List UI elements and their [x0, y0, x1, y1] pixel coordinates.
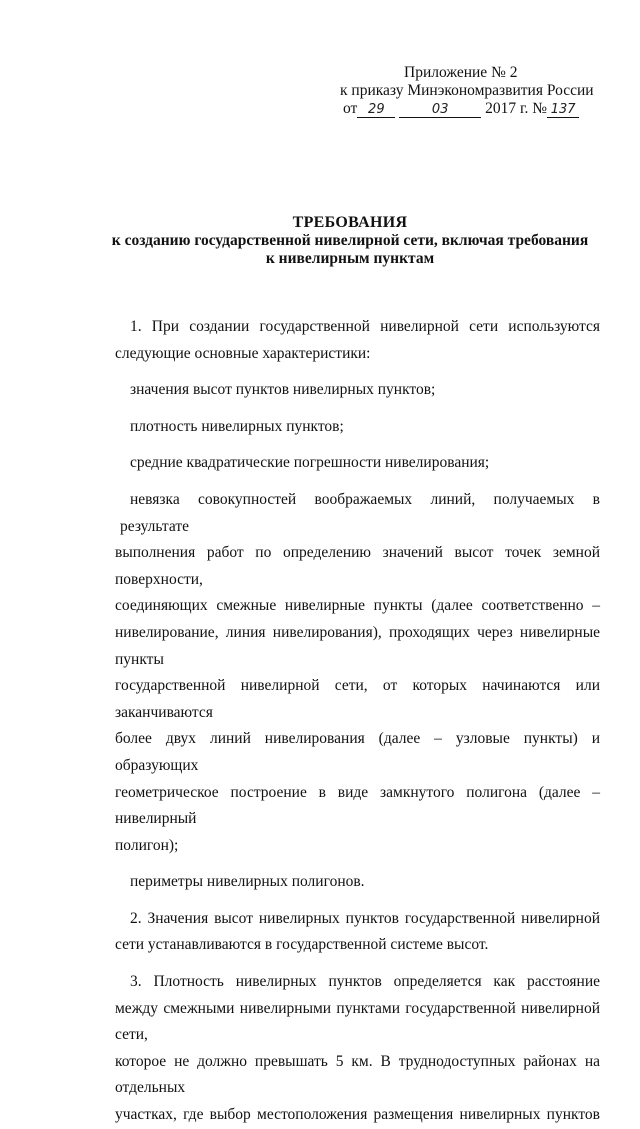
text-line: периметры нивелирных полигонов. — [130, 873, 365, 891]
text-line: которое не должно превышать 5 км. В труднодоступных районах на отдельных — [115, 1052, 600, 1097]
text-line: 1. При создании государственной нивелирной сети используются — [130, 318, 600, 335]
text-line: геометрическое построение в виде замкнутого полигона (далее – нивелирный — [115, 783, 600, 828]
day-field — [357, 101, 395, 118]
text-line: следующие основные характеристики: — [115, 344, 371, 362]
appendix-header — [340, 64, 600, 118]
text-line: невязка совокупностей воображаемых линий, получаемых в результате — [120, 490, 600, 535]
appendix-number: Приложение № 2 — [404, 64, 518, 81]
text-line: более двух линий нивелирования (далее – узловые пункты) и образующих — [115, 730, 600, 774]
title-subheading-2: к нивелирным пунктам — [265, 250, 435, 267]
text-line: участках, где выбор местоположения размещения нивелирных пунктов — [115, 1106, 600, 1124]
month-field — [399, 101, 481, 118]
document-title — [100, 214, 600, 268]
text-line: между смежными нивелирными пунктами государственной нивелирной сети, — [115, 999, 600, 1044]
day-handwritten: 29 — [368, 102, 385, 117]
order-number-field — [547, 101, 579, 118]
order-reference: к приказу Минэкономразвития России — [340, 82, 594, 99]
title-subheading-1: к созданию государственной нивелирной сети, включая требования — [111, 232, 589, 249]
text-line: нивелирование, линия нивелирования), проходящих через нивелирные пункты — [115, 623, 600, 668]
text-line: 3. Плотность нивелирных пунктов определяется как расстояние — [130, 973, 600, 991]
text-line: 2. Значения высот нивелирных пунктов государственной нивелирной — [130, 909, 600, 927]
text-line: полигон); — [115, 836, 179, 854]
text-line: государственной нивелирной сети, от которых начинаются или заканчиваются — [115, 677, 600, 721]
text-line: сети устанавливаются в государственной системе высот. — [115, 936, 489, 954]
order-date-line — [340, 100, 600, 118]
title-heading: ТРЕБОВАНИЯ — [292, 214, 408, 231]
text-line: соединяющих смежные нивелирные пункты (далее соответственно – — [115, 597, 600, 615]
year-text: 2017 г. № — [485, 100, 548, 117]
text-line: плотность нивелирных пунктов; — [130, 417, 344, 435]
text-line: выполнения работ по определению значений высот точек земной поверхности, — [115, 544, 600, 588]
order-number-handwritten: 137 — [550, 102, 576, 117]
document-body — [115, 314, 600, 1129]
text-line: значения высот пунктов нивелирных пунктов; — [130, 381, 436, 399]
text-line: средние квадратические погрешности нивелирования; — [130, 454, 490, 472]
date-prefix: от — [343, 100, 358, 117]
month-handwritten: 03 — [431, 102, 449, 117]
